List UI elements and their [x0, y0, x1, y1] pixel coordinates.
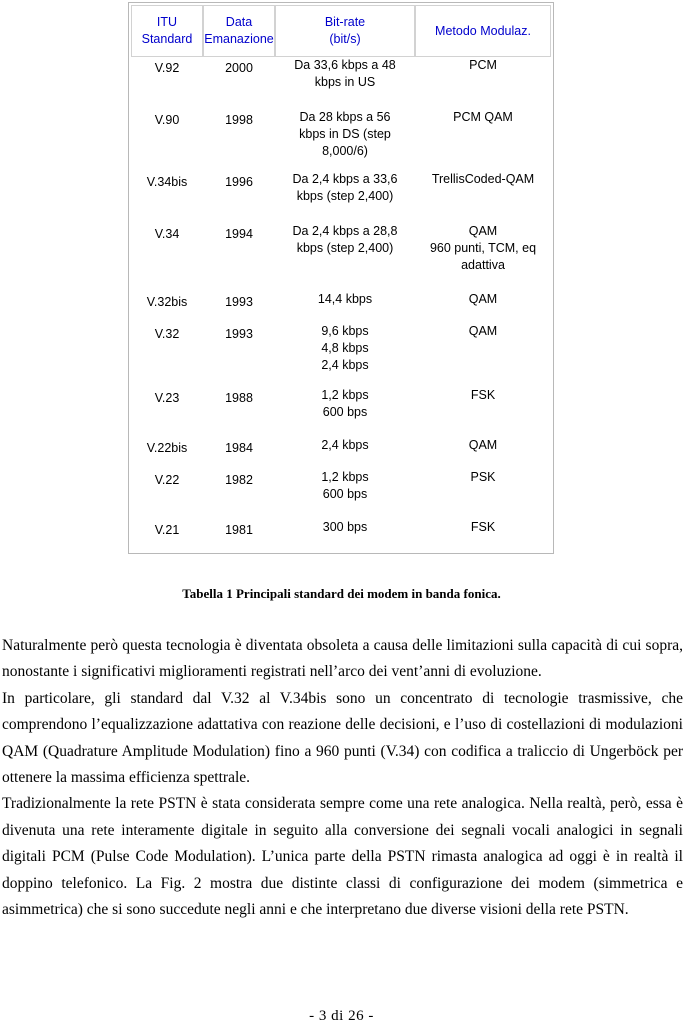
cell-bit-rate: 1,2 kbps 600 bps	[321, 470, 369, 501]
cell-bit-rate: Da 2,4 kbps a 28,8 kbps (step 2,400)	[292, 224, 398, 255]
header-itu-standard: ITU Standard	[131, 5, 203, 57]
cell-standard: V.90	[154, 113, 180, 127]
cell-standard: V.92	[154, 61, 180, 75]
cell-year: 1993	[225, 327, 253, 341]
cell-modulation: QAM	[468, 438, 498, 452]
cell-bit-rate: 2,4 kbps	[321, 438, 369, 452]
table-row	[131, 291, 551, 323]
cell-standard: V.22bis	[146, 441, 188, 455]
table-caption: Tabella 1 Principali standard dei modem in banda fonica.	[182, 586, 501, 601]
table-row	[131, 57, 551, 109]
cell-modulation: PCM QAM	[453, 110, 513, 124]
cell-modulation: TrellisCoded-QAM	[431, 172, 535, 186]
paragraph: Naturalmente però questa tecnologia è diventata obsoleta a causa delle limitazioni sulla capacità di cui sopra, nonostante i significativi miglioramenti registrati nell’arco dei vent’anni di evoluzione.	[2, 637, 683, 681]
cell-standard: V.32bis	[146, 295, 188, 309]
table-row	[131, 387, 551, 437]
cell-year: 1984	[225, 441, 253, 455]
modem-standards-table	[131, 5, 551, 553]
cell-modulation: QAM	[468, 292, 498, 306]
table-row	[131, 519, 551, 553]
cell-modulation: FSK	[470, 520, 496, 534]
cell-standard: V.22	[154, 473, 180, 487]
header-bit-rate: Bit-rate (bit/s)	[275, 5, 415, 57]
cell-standard: V.34	[154, 227, 180, 241]
cell-year: 2000	[225, 61, 253, 75]
paragraph: In particolare, gli standard dal V.32 al V.34bis sono un concentrato di tecnologie trasmissive, che comprendono l’equalizzazione adattativa con reazione delle decisioni, e l’uso di costellazioni di modulazioni QAM (Quadrature Amplitude Modulation) fino a 960 punti (V.34) con codifica a traliccio di Ungerböck per ottenere la massima efficienza spettrale.	[2, 689, 683, 787]
table-header-row	[131, 5, 551, 57]
cell-modulation: PSK	[470, 470, 496, 484]
cell-bit-rate: Da 33,6 kbps a 48 kbps in US	[294, 58, 396, 89]
cell-bit-rate: 300 bps	[322, 520, 368, 534]
cell-standard: V.34bis	[146, 175, 188, 189]
cell-year: 1994	[225, 227, 253, 241]
cell-modulation: QAM	[468, 324, 498, 338]
header-data-emanazione: Data Emanazione	[203, 5, 275, 57]
table-row	[131, 171, 551, 223]
table-row	[131, 437, 551, 469]
cell-bit-rate: 14,4 kbps	[317, 292, 373, 306]
cell-year: 1998	[225, 113, 253, 127]
cell-year: 1988	[225, 391, 253, 405]
table-body	[131, 57, 551, 553]
paragraph: Tradizionalmente la rete PSTN è stata considerata sempre come una rete analogica. Nella realtà, però, essa è divenuta una rete interamente digitale in seguito alla conversione dei segnali vocali analogici in segnali digitali PCM (Pulse Code Modulation). L’unica parte della PSTN rimasta analogica ad oggi è in realtà il doppino telefonico. La Fig. 2 mostra due distinte classi di configurazione dei modem (simmetrica e asimmetrica) che si sono succedute negli anni e che interpretano due diverse visioni della rete PSTN.	[2, 795, 683, 919]
cell-bit-rate: Da 2,4 kbps a 33,6 kbps (step 2,400)	[292, 172, 398, 203]
page-number: - 3 di 26 -	[309, 1008, 374, 1024]
cell-modulation: PCM	[469, 58, 497, 72]
cell-modulation: FSK	[470, 388, 496, 402]
cell-bit-rate: Da 28 kbps a 56 kbps in DS (step 8,000/6)	[299, 110, 391, 158]
body-text	[2, 633, 683, 923]
cell-year: 1993	[225, 295, 253, 309]
cell-year: 1996	[225, 175, 253, 189]
table-row	[131, 323, 551, 387]
cell-bit-rate: 9,6 kbps 4,8 kbps 2,4 kbps	[321, 324, 369, 372]
table-row	[131, 223, 551, 291]
cell-modulation: QAM 960 punti, TCM, eq adattiva	[429, 224, 537, 272]
cell-bit-rate: 1,2 kbps 600 bps	[321, 388, 369, 419]
cell-year: 1982	[225, 473, 253, 487]
standards-table-frame	[128, 2, 554, 554]
cell-standard: V.21	[154, 523, 180, 537]
table-row	[131, 109, 551, 171]
header-metodo-modulazione: Metodo Modulaz.	[415, 5, 551, 57]
cell-standard: V.23	[154, 391, 180, 405]
cell-year: 1981	[225, 523, 253, 537]
table-row	[131, 469, 551, 519]
cell-standard: V.32	[154, 327, 180, 341]
